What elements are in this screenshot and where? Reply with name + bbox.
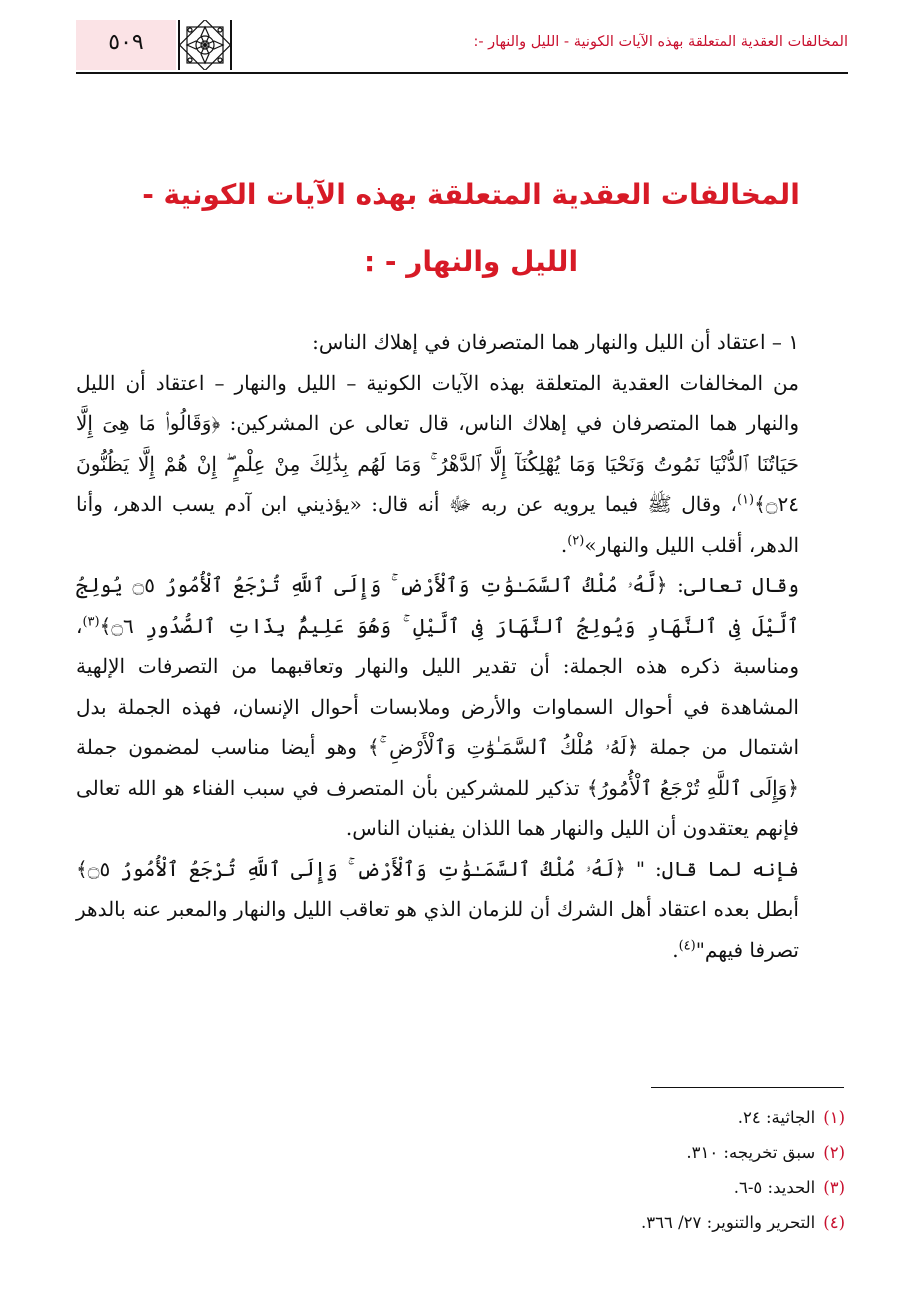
- footnote-number: (٣): [823, 1178, 845, 1197]
- header-rule: [76, 72, 848, 74]
- footnote-ref-4: (٤): [678, 937, 696, 953]
- footnote-item: [245, 1100, 845, 1135]
- page-number-box: [76, 20, 176, 70]
- paragraph-2-text: من المخالفات العقدية المتعلقة بهذه الآيات الكونية – الليل والنهار – اعتقاد أن الليل والنهار هما المتصرفان في إهلاك الناس، قال تعالى عن المشركين:: [76, 370, 799, 435]
- footnote-item: [245, 1205, 845, 1240]
- paragraph-4: [76, 849, 844, 971]
- footnote-text: الحديد: ٥-٦.: [733, 1178, 816, 1197]
- paragraph-1: ١ – اعتقاد أن الليل والنهار هما المتصرفان في إهلاك الناس:: [312, 330, 799, 354]
- footnote-ref-1: (١): [736, 492, 755, 508]
- quran-verse: ﴿لَّهُۥ مُلْكُ ٱلسَّمَـٰوَٰتِ وَٱلْأَرْضِ ۚ وَإِلَى ٱللَّهِ تُرْجَعُ ٱلْأُمُورُ ۝٥ يُولِجُ ٱلَّيْلَ فِى ٱلنَّهَارِ وَيُولِجُ ٱلنَّهَارَ فِى ٱلَّيْلِ ۚ وَهُوَ عَلِيمٌۢ بِذَاتِ ٱلصُّدُورِ ۝٦﴾: [76, 573, 799, 638]
- footnote-number: (١): [823, 1108, 845, 1127]
- page-header: [76, 20, 848, 74]
- paragraph-3-text-3: وهو أيضا مناسب لمضمون جملة: [76, 735, 368, 759]
- page-number: ٥٠٩: [108, 30, 144, 55]
- running-title: المخالفات العقدية المتعلقة بهذه الآيات الكونية - الليل والنهار -:: [473, 34, 848, 50]
- paragraph-4-text-2: أبطل بعده اعتقاد أهل الشرك أن للزمان الذي هو تعاقب الليل والنهار والمعبر عنه بالدهر تصرفا فيهم": [76, 897, 799, 962]
- footnote-number: (٤): [823, 1213, 845, 1232]
- paragraph-2-text-2: ، وقال ﷺ فيما يرويه عن ربه ﷻ أنه قال: «يؤذيني ابن آدم يسب الدهر، وأنا الدهر، أقلب الليل والنهار»: [76, 492, 799, 557]
- footnote-text: سبق تخريجه: ٣١٠.: [686, 1143, 816, 1162]
- paragraph-3-text-2: ، ومناسبة ذكره هذه الجملة: أن تقدير الليل والنهار وتعاقبهما من التصرفات الإلهية المشاهدة في أحوال السماوات والأرض وملابسات أحوال الإنسان، فهذه الجملة بدل اشتمال من جملة: [76, 613, 800, 759]
- quran-verse: ﴿وَقَالُوا۟ مَا هِىَ إِلَّا حَيَاتُنَا ٱلدُّنْيَا نَمُوتُ وَنَحْيَا وَمَا يُهْلِكُنَآ إِلَّا ٱلدَّهْرُ ۚ وَمَا لَهُم بِذَٰلِكَ مِنْ عِلْمٍ ۖ إِنْ هُمْ إِلَّا يَظُنُّونَ ۝٢٤﴾: [76, 411, 799, 516]
- footnote-text: التحرير والتنوير: ٢٧/ ٣٦٦.: [641, 1213, 816, 1232]
- footnotes: [245, 1100, 845, 1240]
- paragraph-2: [76, 363, 844, 566]
- quran-verse: ﴿لَهُۥ مُلْكُ ٱلسَّمَـٰوَٰتِ وَٱلْأَرْضِ ۚ﴾: [367, 735, 639, 759]
- footnote-ref-3: (٣): [82, 613, 100, 629]
- paragraph-3: [76, 565, 844, 849]
- quran-verse: ﴿لَهُۥ مُلْكُ ٱلسَّمَـٰوَٰتِ وَٱلْأَرْضِ ۚ وَإِلَى ٱللَّهِ تُرْجَعُ ٱلْأُمُورُ ۝٥﴾: [76, 856, 626, 881]
- footnote-text: الجاثية: ٢٤.: [737, 1108, 816, 1127]
- footnote-item: [245, 1170, 845, 1205]
- paragraph-2-end: .: [560, 532, 568, 557]
- footnote-number: (٢): [823, 1143, 845, 1162]
- footnote-rule: [651, 1087, 844, 1088]
- footnote-ref-2: (٢): [567, 532, 585, 548]
- section-title-line-2: الليل والنهار - :: [363, 245, 579, 278]
- body-text: [76, 322, 844, 970]
- paragraph-4-end: .: [672, 937, 679, 962]
- footnote-item: [245, 1135, 845, 1170]
- quran-verse: ﴿وَإِلَى ٱللَّهِ تُرْجَعُ ٱلْأُمُورُ﴾: [586, 775, 800, 800]
- paragraph-3-text: وقال تعالى:: [667, 573, 800, 597]
- section-title-line-1: المخالفات العقدية المتعلقة بهذه الآيات الكونية -: [142, 178, 800, 211]
- paragraph-4-text: فإنه لما قال: ": [625, 856, 800, 881]
- ornament-icon: [176, 20, 234, 70]
- paragraph-3-text-4: تذكير للمشركين بأن المتصرف في سبب الفناء هو الله تعالى فإنهم يعتقدون أن الليل والنهار هما اللذان يفنيان الناس.: [76, 775, 799, 840]
